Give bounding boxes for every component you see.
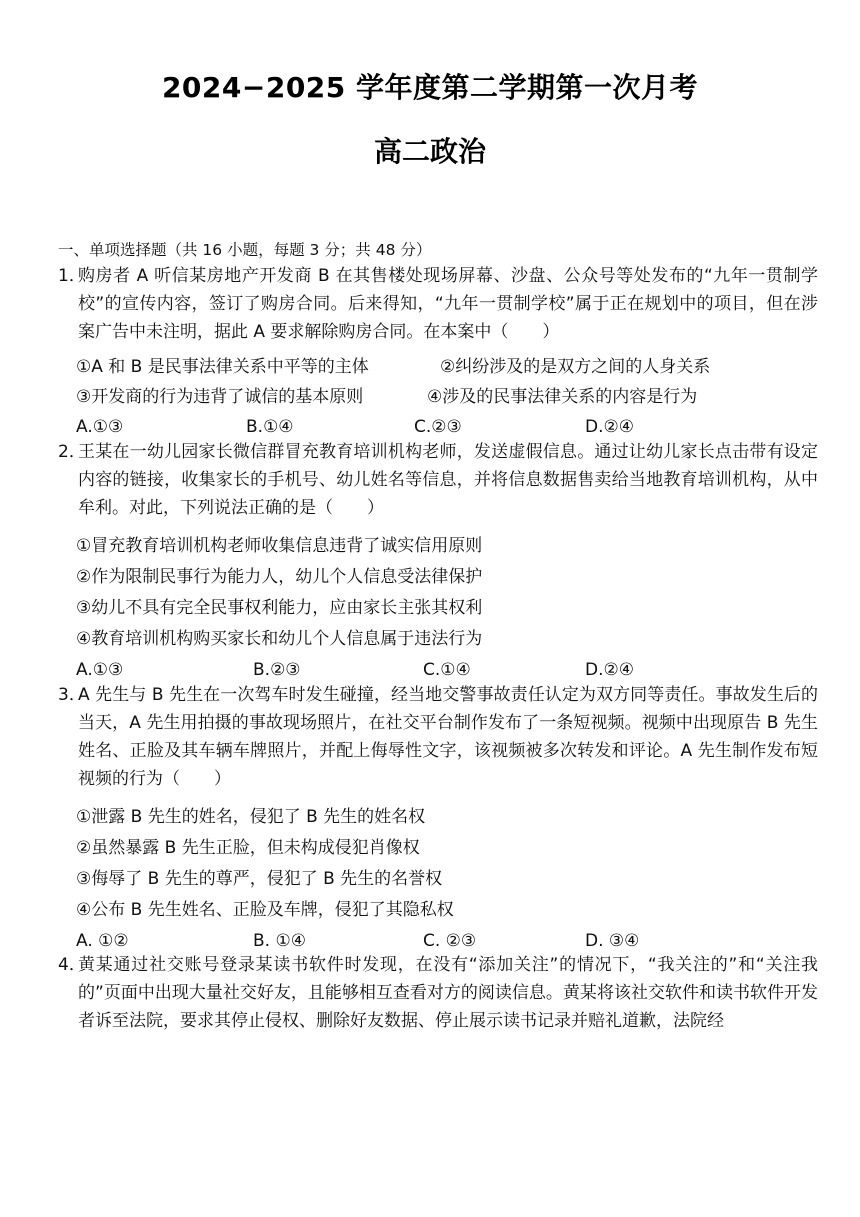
- option-2: ②虽然暴露 B 先生正脸，但未构成侵犯肖像权: [76, 838, 420, 858]
- question-4: [58, 951, 818, 1035]
- answer-c: C.①④: [423, 660, 471, 680]
- option-2: ②作为限制民事行为能力人，幼儿个人信息受法律保护: [76, 567, 483, 587]
- option-3: ③开发商的行为违背了诚信的基本原则: [76, 387, 364, 407]
- exam-subject: 高二政治: [373, 135, 486, 168]
- question-stem: 购房者 A 听信某房地产开发商 B 在其售楼处现场屏幕、沙盘、公众号等处发布的“九年一贯制学校”的宣传内容，签订了购房合同。后来得知，“九年一贯制学校”属于正在规划中的项目，但在涉案广告中未注明，据此 A 要求解除购房合同。在本案中（ ）: [78, 266, 818, 342]
- question-2: [58, 438, 818, 522]
- exam-title: 2024−2025 学年度第二学期第一次月考: [161, 71, 699, 104]
- option-1: ①冒充教育培训机构老师收集信息违背了诚实信用原则: [76, 536, 483, 556]
- answer-d: D. ③④: [585, 931, 640, 951]
- answer-a: A.①③: [76, 660, 124, 680]
- question-3: [58, 681, 818, 793]
- option-3: ③侮辱了 B 先生的尊严，侵犯了 B 先生的名誉权: [76, 869, 443, 889]
- answer-d: D.②④: [585, 417, 634, 437]
- question-number: 2．: [58, 442, 86, 462]
- question-stem: A 先生与 B 先生在一次驾车时发生碰撞，经当地交警事故责任认定为双方同等责任。事故发生后的当天，A 先生用拍摄的事故现场照片，在社交平台制作发布了一条短视频。视频中出现原告 B 先生姓名、正脸及其车辆车牌照片，并配上侮辱性文字，该视频被多次转发和评论。A 先生制作发布短视频的行为（ ）: [78, 685, 818, 789]
- option-4: ④公布 B 先生姓名、正脸及车牌，侵犯了其隐私权: [76, 900, 454, 920]
- answer-a: A. ①②: [76, 931, 129, 951]
- option-4: ④涉及的民事法律关系的内容是行为: [427, 387, 698, 407]
- question-stem: 王某在一幼儿园家长微信群冒充教育培训机构老师，发送虚假信息。通过让幼儿家长点击带有设定内容的链接，收集家长的手机号、幼儿姓名等信息，并将信息数据售卖给当地教育培训机构，从中牟利。对此，下列说法正确的是（ ）: [78, 442, 818, 518]
- question-1: [58, 262, 818, 346]
- answer-c: C. ②③: [423, 931, 477, 951]
- question-number: 4．: [58, 955, 86, 975]
- answer-c: C.②③: [414, 417, 462, 437]
- option-4: ④教育培训机构购买家长和幼儿个人信息属于违法行为: [76, 629, 483, 649]
- question-number: 3．: [58, 685, 86, 705]
- answer-a: A.①③: [76, 417, 124, 437]
- option-2: ②纠纷涉及的是双方之间的人身关系: [440, 357, 711, 377]
- section-heading: 一、单项选择题（共 16 小题，每题 3 分；共 48 分）: [58, 241, 432, 259]
- option-1: ①泄露 B 先生的姓名，侵犯了 B 先生的姓名权: [76, 807, 426, 827]
- answer-d: D.②④: [585, 660, 634, 680]
- question-number: 1．: [58, 266, 86, 286]
- answer-b: B.①④: [246, 417, 294, 437]
- question-stem: 黄某通过社交账号登录某读书软件时发现，在没有“添加关注”的情况下，“我关注的”和“关注我的”页面中出现大量社交好友，且能够相互查看对方的阅读信息。黄某将该社交软件和读书软件开发者诉至法院，要求其停止侵权、删除好友数据、停止展示读书记录并赔礼道歉，法院经: [78, 955, 818, 1031]
- answer-b: B. ①④: [253, 931, 306, 951]
- answer-b: B.②③: [253, 660, 301, 680]
- option-1: ①A 和 B 是民事法律关系中平等的主体: [76, 357, 369, 377]
- option-3: ③幼儿不具有完全民事权利能力，应由家长主张其权利: [76, 598, 483, 618]
